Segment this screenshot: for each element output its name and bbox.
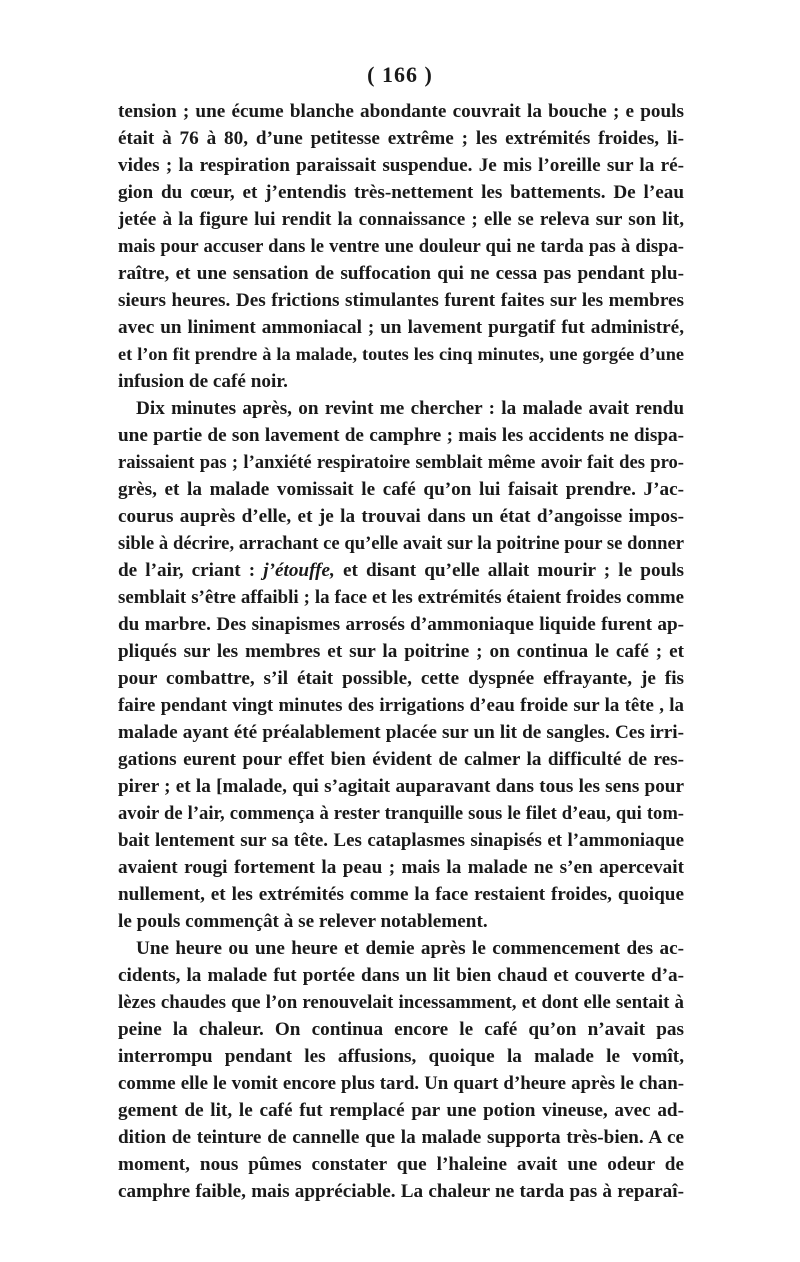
text-line: lèzes chaudes que l’on renouvelait incessamment, et dont elle sentait à <box>118 992 684 1013</box>
text-line: comme elle le vomit encore plus tard. Un quart d’heure après le chan- <box>118 1073 684 1094</box>
text-line: pirer ; et la [malade, qui s’agitait auparavant dans tous les sens pour <box>118 776 684 797</box>
text-line: gations eurent pour effet bien évident de calmer la difficulté de res- <box>118 749 684 770</box>
text-line: faire pendant vingt minutes des irrigations d’eau froide sur la tête , la <box>118 695 684 716</box>
page-body <box>118 98 684 1205</box>
text-line: courus auprès d’elle, et je la trouvai dans un état d’angoisse impos- <box>118 506 684 527</box>
text-line: était à 76 à 80, d’une petitesse extrême ; les extrémités froides, li- <box>118 128 684 149</box>
text-line: de l’air, criant : j’étouffe, et disant qu’elle allait mourir ; le pouls <box>118 560 684 581</box>
text-line: semblait s’être affaibli ; la face et les extrémités étaient froides comme <box>118 587 684 608</box>
text-line: vides ; la respiration paraissait suspendue. Je mis l’oreille sur la ré- <box>118 155 684 176</box>
text-line: Une heure ou une heure et demie après le commencement des ac- <box>136 938 684 959</box>
text-line: pour combattre, s’il était possible, cette dyspnée effrayante, je fis <box>118 668 684 689</box>
text-line: moment, nous pûmes constater que l’haleine avait une odeur de <box>118 1154 684 1175</box>
text-line: avoir de l’air, commença à rester tranquille sous le filet d’eau, qui tom- <box>118 803 684 824</box>
text-line: malade ayant été préalablement placée sur un lit de sangles. Ces irri- <box>118 722 684 743</box>
paragraph-1 <box>118 98 684 395</box>
text-line: nullement, et les extrémités comme la face restaient froides, quoique <box>118 884 684 905</box>
text-line: peine la chaleur. On continua encore le café qu’on n’avait pas <box>118 1019 684 1040</box>
page-number: ( 166 ) <box>367 62 433 87</box>
text-line: avec un liniment ammoniacal ; un lavement purgatif fut administré, <box>118 317 684 338</box>
paragraph-2 <box>118 395 684 935</box>
text-line: mais pour accuser dans le ventre une douleur qui ne tarda pas à dispa- <box>118 236 684 257</box>
text-line: cidents, la malade fut portée dans un lit bien chaud et couverte d’a- <box>118 965 684 986</box>
text-line: le pouls commençât à se relever notablement. <box>118 911 488 932</box>
text-line: raissaient pas ; l’anxiété respiratoire semblait même avoir fait des pro- <box>118 452 684 473</box>
text-line: infusion de café noir. <box>118 371 288 392</box>
text-line: raître, et une sensation de suffocation qui ne cessa pas pendant plu- <box>118 263 684 284</box>
text-line: camphre faible, mais appréciable. La chaleur ne tarda pas à reparaî- <box>118 1181 684 1202</box>
text-line: et l’on fit prendre à la malade, toutes les cinq minutes, une gorgée d’une <box>118 344 684 364</box>
text-line: sieurs heures. Des frictions stimulantes furent faites sur les membres <box>118 290 684 311</box>
text-line: pliqués sur les membres et sur la poitrine ; on continua le café ; et <box>118 641 684 662</box>
text-line: dition de teinture de cannelle que la malade supporta très-bien. A ce <box>118 1127 684 1148</box>
text-line: tension ; une écume blanche abondante couvrait la bouche ; e pouls <box>118 101 684 122</box>
text-line: sible à décrire, arrachant ce qu’elle avait sur la poitrine pour se donner <box>118 533 684 554</box>
text-line: gion du cœur, et j’entendis très-nettement les battements. De l’eau <box>118 182 684 203</box>
text-line: grès, et la malade vomissait le café qu’on lui faisait prendre. J’ac- <box>118 479 684 500</box>
text-line: interrompu pendant les affusions, quoique la malade le vomît, <box>118 1046 684 1067</box>
text-line: une partie de son lavement de camphre ; mais les accidents ne dispa- <box>118 425 684 446</box>
text-line: du marbre. Des sinapismes arrosés d’ammoniaque liquide furent ap- <box>118 614 684 635</box>
paragraph-3 <box>118 935 684 1205</box>
text-line: avaient rougi fortement la peau ; mais la malade ne s’en apercevait <box>118 857 684 878</box>
text-line: Dix minutes après, on revint me chercher : la malade avait rendu <box>136 398 684 419</box>
text-line: jetée à la figure lui rendit la connaissance ; elle se releva sur son lit, <box>118 209 684 230</box>
text-line: gement de lit, le café fut remplacé par une potion vineuse, avec ad- <box>118 1100 684 1121</box>
text-line: bait lentement sur sa tête. Les cataplasmes sinapisés et l’ammoniaque <box>118 830 684 851</box>
